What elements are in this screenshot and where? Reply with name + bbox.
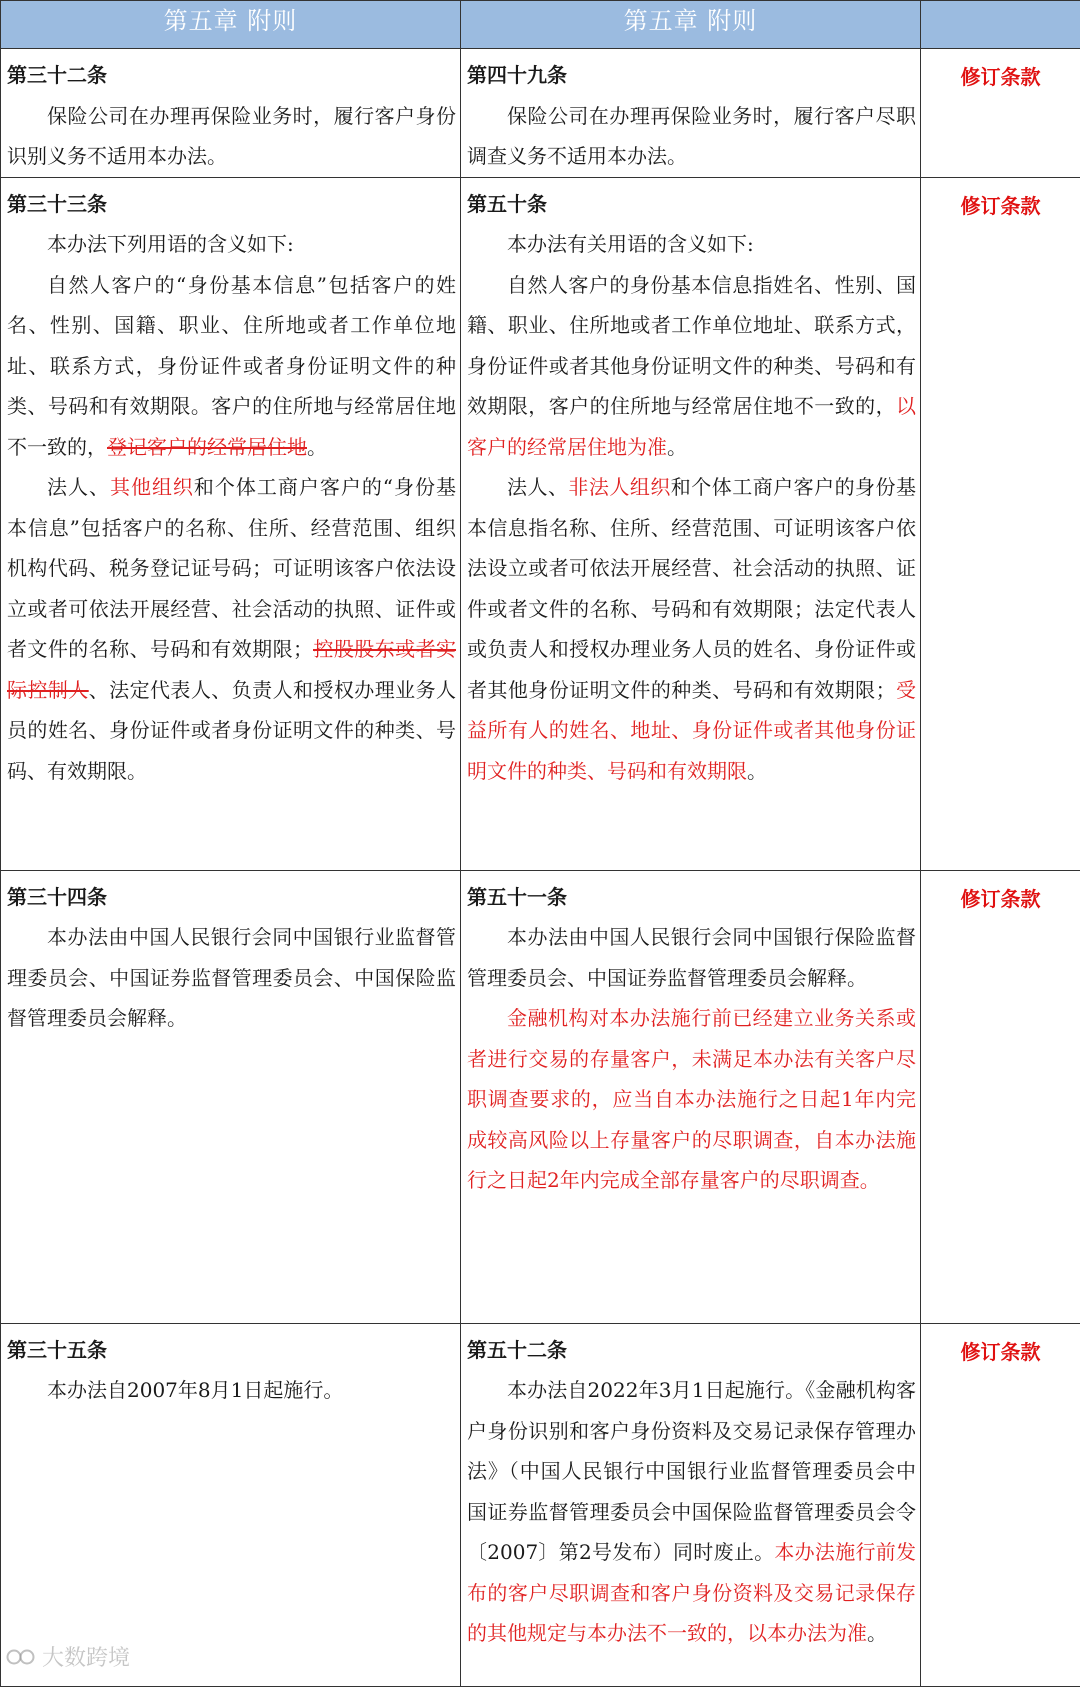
- revision-tag-cell: [921, 177, 1080, 870]
- article-text: 本办法自2007年8月1日起施行。: [7, 1370, 456, 1411]
- header-new-chapter: 第五章 附则: [461, 1, 921, 49]
- watermark: [6, 1641, 130, 1672]
- table-row: [1, 1323, 1080, 1686]
- text-span: 本办法自2022年3月1日起施行。《金融机构客户身份识别和客户身份资料及交易记录保存管理办法》（中国人民银行中国银行业监督管理委员会中国证券监督管理委员会中国保险监督管理委员会令〔2007〕第2号发布）同时废止。: [467, 1378, 916, 1564]
- new-article-cell: [461, 49, 921, 178]
- article-text: [467, 1370, 916, 1654]
- revision-tag: 修订条款: [921, 178, 1080, 226]
- added-text: 本办法施行前发布的客户尽职调查和客户身份资料及交易记录保存的其他规定与本办法不一致的，以本办法为准: [467, 1540, 916, 1645]
- new-article-cell: [461, 870, 921, 1323]
- text-span: 法人、: [507, 475, 568, 499]
- article-text: [467, 467, 916, 791]
- revision-tag: 修订条款: [921, 871, 1080, 919]
- changed-text: 其他组织: [110, 475, 194, 499]
- text-span: 和个体工商户客户的“身份基本信息”包括客户的名称、住所、经营范围、组织机构代码、税务登记证号码；可证明该客户依法设立或者可依法开展经营、社会活动的执照、证件或者文件的名称、号码和有效期限；: [7, 475, 456, 661]
- article-title: 第五十一条: [467, 877, 916, 918]
- table-row: [1, 49, 1080, 178]
- table-row: [1, 870, 1080, 1323]
- article-text: [7, 265, 456, 468]
- article-title: 第三十三条: [7, 184, 456, 225]
- text-span: 自然人客户的“身份基本信息”包括客户的姓名、性别、国籍、职业、住所地或者工作单位地址、联系方式，身份证件或者身份证明文件的种类、号码和有效期限。客户的住所地与经常居住地不一致的，: [7, 273, 456, 459]
- text-span: 。: [307, 435, 327, 459]
- article-text: 本办法由中国人民银行会同中国银行保险监督管理委员会、中国证券监督管理委员会解释。: [467, 917, 916, 998]
- text-span: 和个体工商户客户的身份基本信息指名称、住所、经营范围、可证明该客户依法设立或者可依法开展经营、社会活动的执照、证件或者文件的名称、号码和有效期限；法定代表人或负责人和授权办理业务人员的姓名、身份证件或者其他身份证明文件的种类、号码和有效期限；: [467, 475, 916, 702]
- text-span: 自然人客户的身份基本信息指姓名、性别、国籍、职业、住所地或者工作单位地址、联系方式，身份证件或者其他身份证明文件的种类、号码和有效期限，客户的住所地与经常居住地不一致的，: [467, 273, 916, 419]
- article-title: 第五十条: [467, 184, 916, 225]
- text-span: 。: [747, 759, 767, 783]
- old-article-cell: [1, 49, 461, 178]
- article-title: 第三十四条: [7, 877, 456, 918]
- revision-tag: 修订条款: [921, 49, 1080, 97]
- deleted-text: 控股股东或者实际控制人: [7, 637, 456, 702]
- article-text: 保险公司在办理再保险业务时，履行客户身份识别义务不适用本办法。: [7, 96, 456, 177]
- added-text: 以客户的经常居住地为准: [467, 394, 916, 459]
- article-title: 第三十五条: [7, 1330, 456, 1371]
- deleted-text: 登记客户的经常居住地: [107, 435, 307, 459]
- new-article-cell: [461, 1323, 921, 1686]
- article-text: 保险公司在办理再保险业务时，履行客户尽职调查义务不适用本办法。: [467, 96, 916, 177]
- article-text: 本办法下列用语的含义如下:: [7, 224, 456, 265]
- article-title: 第五十二条: [467, 1330, 916, 1371]
- header-tag-column: [921, 1, 1080, 49]
- logo-icon: [6, 1646, 36, 1668]
- article-text: 本办法有关用语的含义如下:: [467, 224, 916, 265]
- watermark-text: 大数跨境: [42, 1641, 130, 1672]
- new-article-cell: [461, 177, 921, 870]
- old-article-cell: [1, 177, 461, 870]
- old-article-cell: [1, 1323, 461, 1686]
- header-old-chapter: 第五章 附则: [1, 1, 461, 49]
- text-span: 。: [867, 1621, 887, 1645]
- revision-tag-cell: [921, 49, 1080, 178]
- article-title: 第三十二条: [7, 55, 456, 96]
- text-span: 、法定代表人、负责人和授权办理业务人员的姓名、身份证件或者身份证明文件的种类、号码、有效期限。: [7, 678, 456, 783]
- article-text: [7, 467, 456, 791]
- revision-tag: 修订条款: [921, 1324, 1080, 1372]
- text-span: 法人、: [47, 475, 110, 499]
- added-text: 受益所有人的姓名、地址、身份证件或者其他身份证明文件的种类、号码和有效期限: [467, 678, 916, 783]
- revision-tag-cell: [921, 870, 1080, 1323]
- article-text: 本办法由中国人民银行会同中国银行业监督管理委员会、中国证券监督管理委员会、中国保险监督管理委员会解释。: [7, 917, 456, 1039]
- article-text: [467, 265, 916, 468]
- article-title: 第四十九条: [467, 55, 916, 96]
- added-text: 金融机构对本办法施行前已经建立业务关系或者进行交易的存量客户，未满足本办法有关客户尽职调查要求的，应当自本办法施行之日起1年内完成较高风险以上存量客户的尽职调查，自本办法施行之日起2年内完成全部存量客户的尽职调查。: [467, 998, 916, 1201]
- text-span: 。: [667, 435, 687, 459]
- header-row: [1, 1, 1080, 49]
- revision-tag-cell: [921, 1323, 1080, 1686]
- changed-text: 非法人组织: [568, 475, 670, 499]
- table-row: [1, 177, 1080, 870]
- old-article-cell: [1, 870, 461, 1323]
